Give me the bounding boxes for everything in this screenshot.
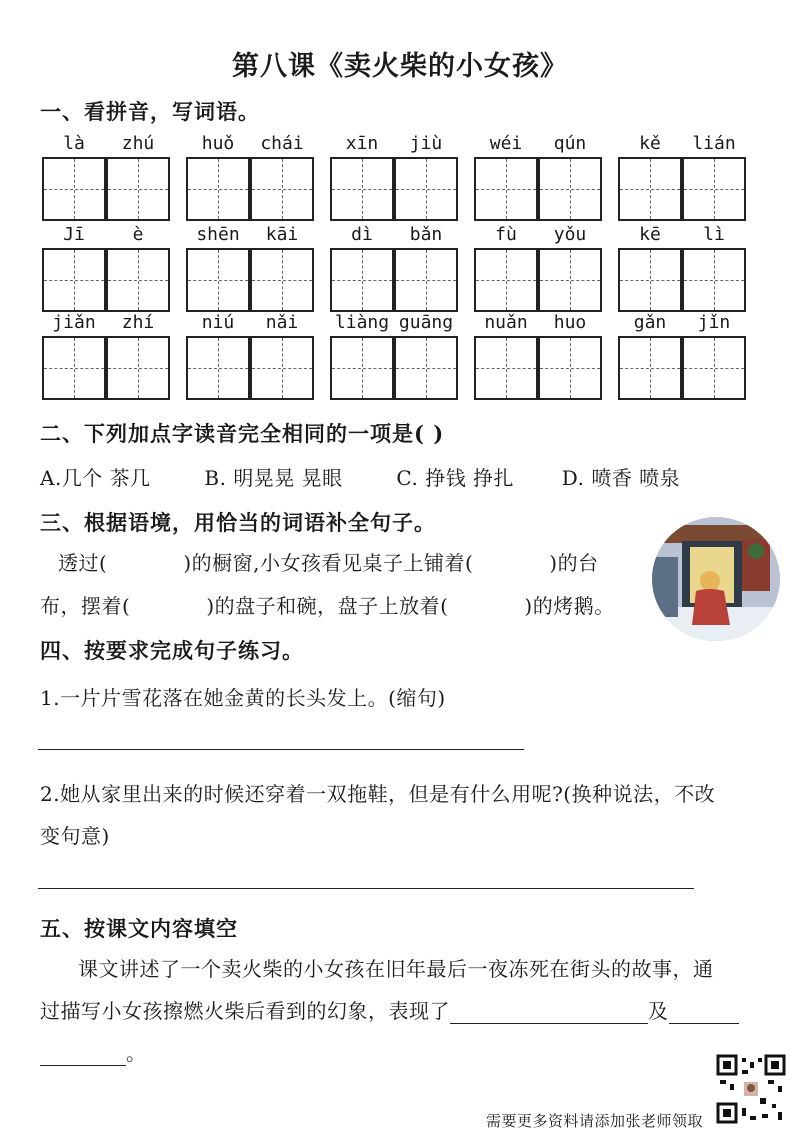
section5-line1: 课文讲述了一个卖火柴的小女孩在旧年最后一夜冻死在街头的故事，通 <box>78 957 714 981</box>
pinyin-label: guāng <box>398 312 454 333</box>
pinyin-label: jǐn <box>697 312 731 333</box>
pinyin-label: chái <box>260 133 304 154</box>
qr-code <box>716 1054 786 1124</box>
tianzige-box[interactable] <box>250 157 314 221</box>
tianzige-box[interactable] <box>474 157 538 221</box>
option-c[interactable]: C. 挣钱 挣扎 <box>396 466 515 490</box>
tianzige-box[interactable] <box>106 157 170 221</box>
tianzige-box[interactable] <box>106 248 170 312</box>
tianzige-box[interactable] <box>330 157 394 221</box>
tianzige-box[interactable] <box>186 336 250 400</box>
pinyin-label: kě <box>639 133 661 154</box>
tianzige-box[interactable] <box>186 157 250 221</box>
pinyin-label: nuǎn <box>484 312 528 333</box>
option-a[interactable]: A.几个 茶几 <box>40 466 151 490</box>
pinyin-label: là <box>63 133 85 154</box>
fill-blank-1[interactable] <box>450 1003 648 1024</box>
pinyin-label: jiù <box>409 133 443 154</box>
pinyin-label: liàng <box>334 312 390 333</box>
pinyin-label: lì <box>703 224 725 245</box>
tianzige-box[interactable] <box>618 157 682 221</box>
pinyin-label: lián <box>692 133 736 154</box>
pinyin-label: dì <box>351 224 373 245</box>
tianzige-box[interactable] <box>474 248 538 312</box>
tianzige-box[interactable] <box>618 248 682 312</box>
tianzige-box[interactable] <box>106 336 170 400</box>
tianzige-box[interactable] <box>682 248 746 312</box>
tianzige-box[interactable] <box>250 336 314 400</box>
option-d[interactable]: D. 喷香 喷泉 <box>561 466 681 490</box>
section4-q1: 1.一片片雪花落在她金黄的长头发上。(缩句) <box>40 686 446 710</box>
tianzige-box[interactable] <box>682 157 746 221</box>
section4-q2-line1: 2.她从家里出来的时候还穿着一双拖鞋，但是有什么用呢?(换种说法，不改 <box>40 782 716 806</box>
tianzige-box[interactable] <box>330 248 394 312</box>
pinyin-label: kāi <box>265 224 299 245</box>
tianzige-box[interactable] <box>682 336 746 400</box>
pinyin-label: bǎn <box>409 224 443 245</box>
pinyin-label: qún <box>553 133 587 154</box>
pinyin-label: wéi <box>489 133 523 154</box>
fill-blank-2b[interactable] <box>40 1045 126 1066</box>
pinyin-label: fù <box>495 224 517 245</box>
pinyin-label: shēn <box>196 224 240 245</box>
pinyin-label: niú <box>201 312 235 333</box>
pinyin-label: è <box>132 224 144 245</box>
page-title: 第八课《卖火柴的小女孩》 <box>232 51 568 82</box>
section2-heading: 二、下列加点字读音完全相同的一项是( ) <box>40 421 445 446</box>
tianzige-box[interactable] <box>42 157 106 221</box>
tianzige-box[interactable] <box>330 336 394 400</box>
pinyin-label: yǒu <box>553 224 587 245</box>
tianzige-box[interactable] <box>618 336 682 400</box>
tianzige-box[interactable] <box>42 248 106 312</box>
tianzige-box[interactable] <box>538 336 602 400</box>
pinyin-label: huǒ <box>201 133 235 154</box>
answer-line-1[interactable] <box>38 749 524 750</box>
section1-heading: 一、看拼音，写词语。 <box>40 99 260 124</box>
pinyin-label: gǎn <box>633 312 667 333</box>
tianzige-box[interactable] <box>538 157 602 221</box>
footer-text: 需要更多资料请添加张老师领取 <box>486 1112 704 1130</box>
pinyin-label: jiǎn <box>52 312 96 333</box>
answer-line-2[interactable] <box>38 888 694 889</box>
tianzige-box[interactable] <box>394 157 458 221</box>
tianzige-box[interactable] <box>250 248 314 312</box>
pinyin-label: nǎi <box>265 312 299 333</box>
tianzige-box[interactable] <box>42 336 106 400</box>
tianzige-box[interactable] <box>394 248 458 312</box>
pinyin-label: Jī <box>63 224 85 245</box>
option-b[interactable]: B. 明晃晃 晃眼 <box>204 466 343 490</box>
tianzige-box[interactable] <box>538 248 602 312</box>
section3-line2: 布，摆着( )的盘子和碗，盘子上放着( )的烤鹅。 <box>40 594 615 618</box>
section4-q2-line2: 变句意) <box>40 824 110 848</box>
pinyin-label: zhú <box>121 133 155 154</box>
section5-line2: 过描写小女孩擦燃火柴后看到的幻象，表现了 及 <box>40 995 739 1024</box>
tianzige-box[interactable] <box>186 248 250 312</box>
tianzige-box[interactable] <box>474 336 538 400</box>
section4-heading: 四、按要求完成句子练习。 <box>40 638 304 663</box>
pinyin-label: kē <box>639 224 661 245</box>
section5-heading: 五、按课文内容填空 <box>40 916 238 941</box>
pinyin-label: xīn <box>345 133 379 154</box>
pinyin-label: huo <box>553 312 587 333</box>
pinyin-label: zhí <box>121 312 155 333</box>
fill-blank-2a[interactable] <box>669 1003 739 1024</box>
section3-heading: 三、根据语境，用恰当的词语补全句子。 <box>40 510 436 535</box>
section5-line3: 。 <box>40 1037 147 1066</box>
tianzige-box[interactable] <box>394 336 458 400</box>
section3-line1: 透过( )的橱窗,小女孩看见桌子上铺着( )的台 <box>58 551 599 575</box>
match-girl-illustration <box>652 517 780 641</box>
section2-options <box>40 462 780 491</box>
